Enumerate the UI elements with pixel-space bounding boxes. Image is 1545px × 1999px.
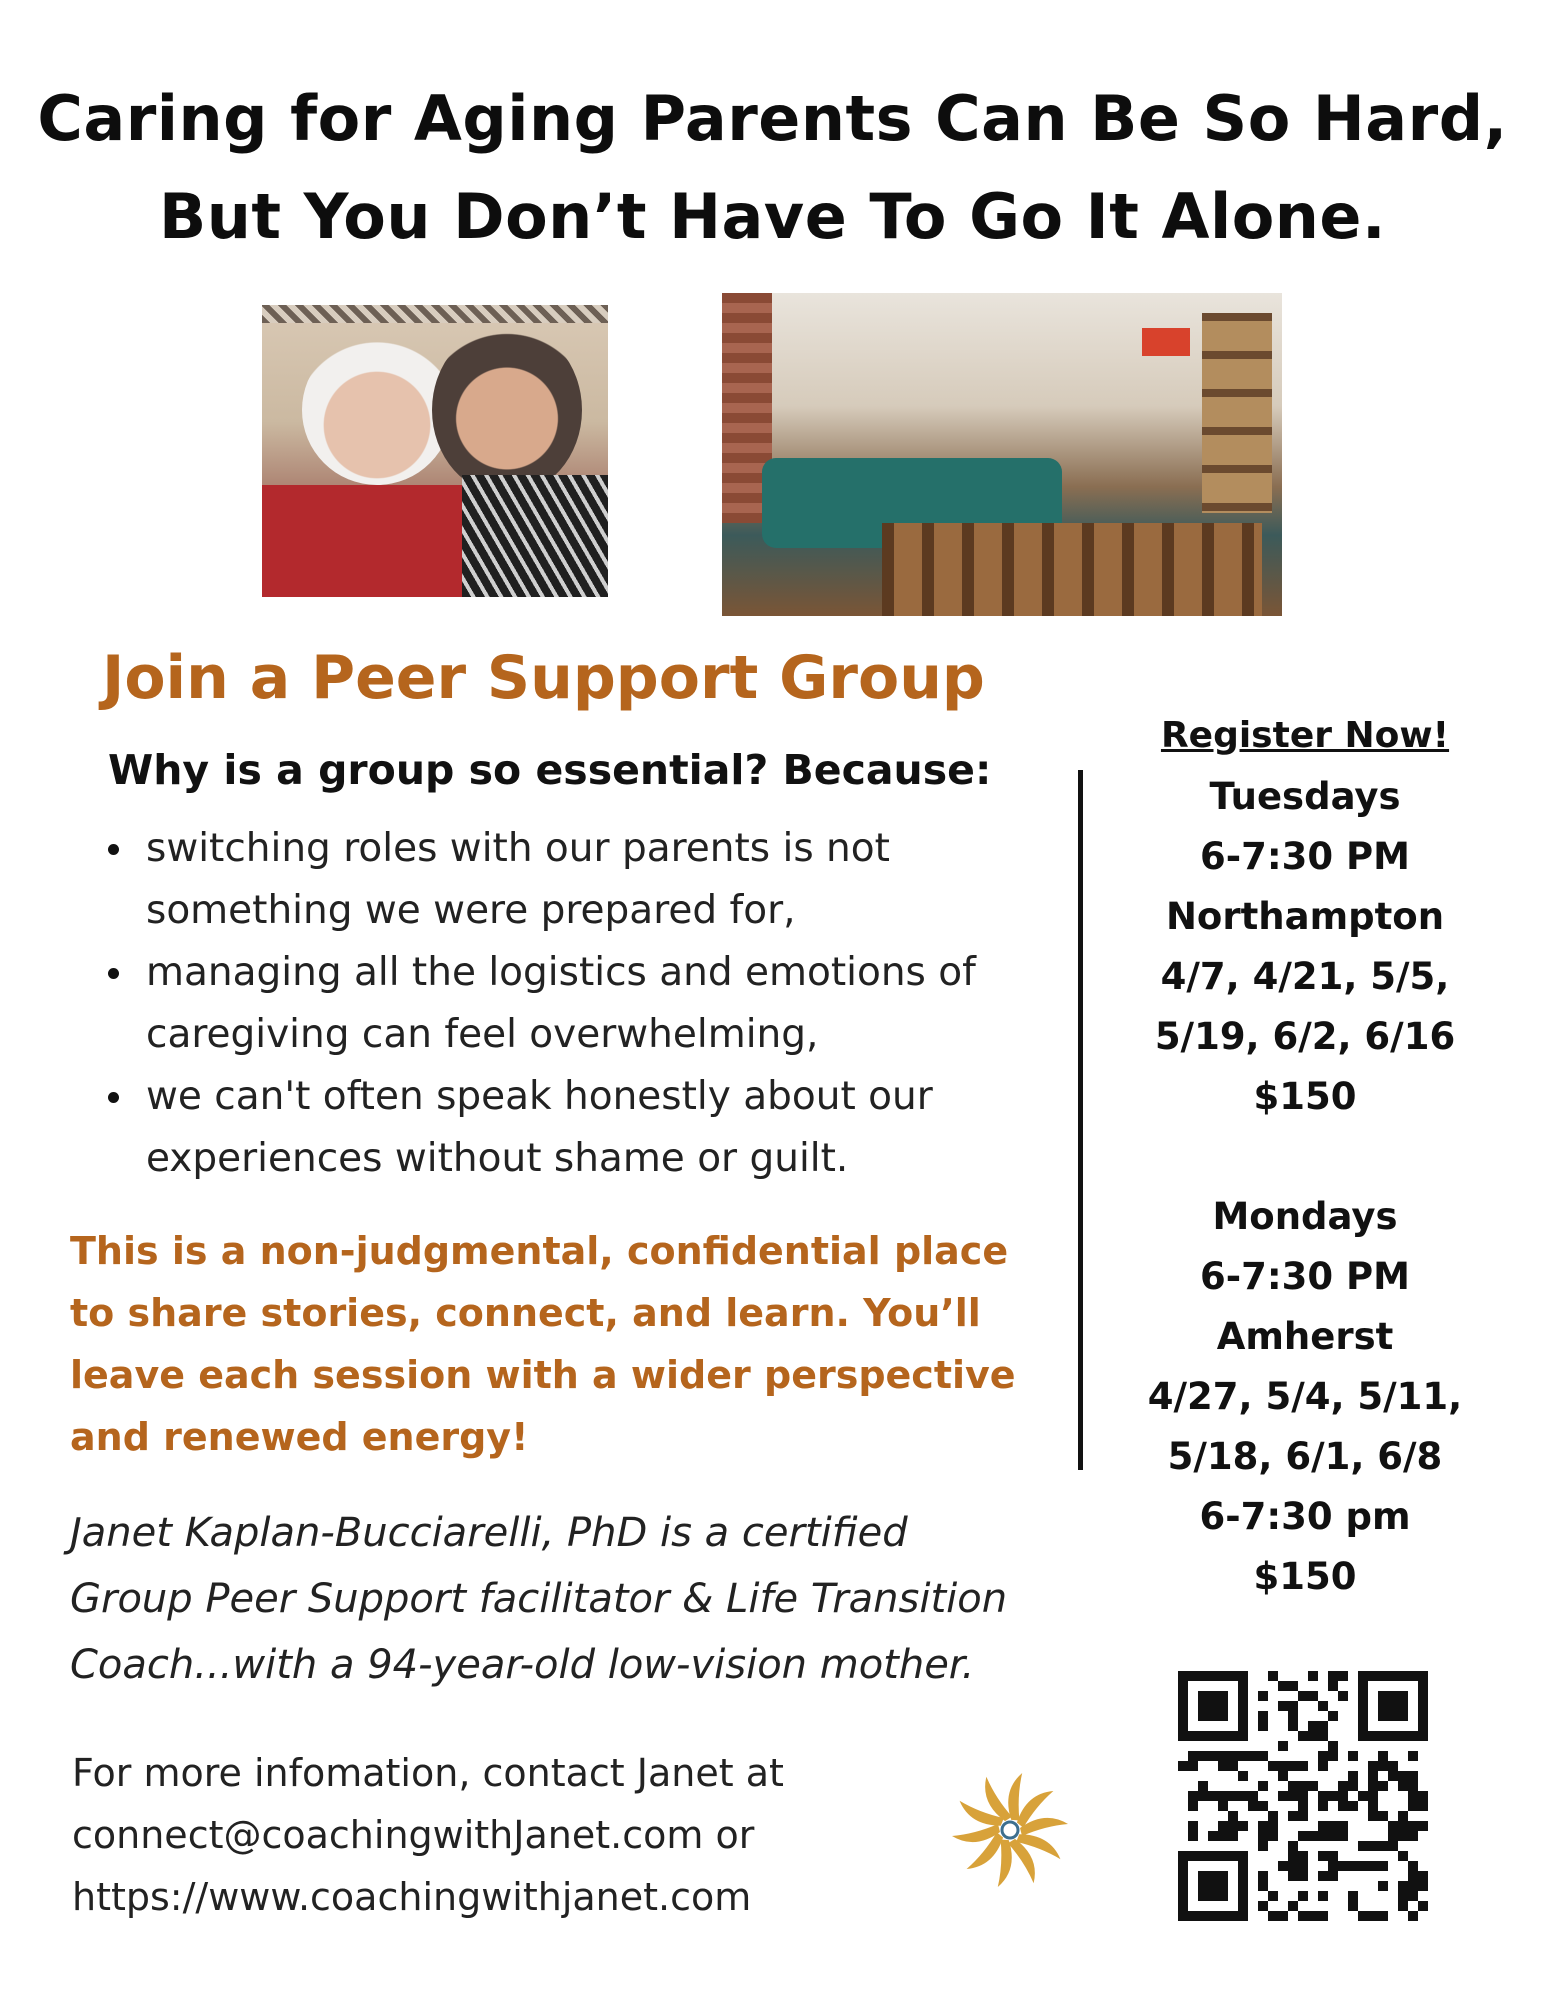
qr-code-icon[interactable]	[1178, 1670, 1428, 1922]
group2-location: Amherst	[1216, 1315, 1394, 1358]
contact-email-link[interactable]: connect@coachingwithJanet.com or	[72, 1813, 755, 1857]
group2-time-2: 6-7:30 pm	[1199, 1495, 1411, 1538]
headline-line-2: But You Don’t Have To Go It Alone.	[158, 180, 1387, 253]
bullet-icon	[108, 1092, 119, 1103]
promise-text: This is a non-judgmental, confidential place to share stories, connect, and learn. You’ll leave each session with a wider perspective and renewed energy!	[70, 1229, 1016, 1459]
schedule-panel	[1110, 705, 1500, 1607]
group2-dates: 5/18, 6/1, 6/8	[1167, 1435, 1443, 1478]
photo-support-group	[722, 293, 1282, 616]
group1-location: Northampton	[1165, 895, 1445, 938]
facilitator-bio: Janet Kaplan-Bucciarelli, PhD is a certified Group Peer Support facilitator & Life Transition Coach...with a 94-year-old low-vision mother.	[70, 1510, 1008, 1688]
contact-intro: For more infomation, contact Janet at	[72, 1751, 784, 1795]
register-now-link[interactable]: Register Now!	[1160, 715, 1450, 756]
reasons-list	[108, 818, 1058, 1190]
contact-info	[72, 1742, 972, 1928]
bullet-icon	[108, 844, 119, 855]
group1-dates: 4/7, 4/21, 5/5,	[1160, 955, 1450, 998]
why-heading: Why is a group so essential? Because:	[108, 746, 992, 794]
pinwheel-logo-icon	[945, 1765, 1075, 1895]
group2-time: 6-7:30 PM	[1200, 1255, 1410, 1298]
group1-dates: 5/19, 6/2, 6/16	[1154, 1015, 1456, 1058]
list-item: managing all the logistics and emotions of caregiving can feel overwhelming,	[108, 942, 1058, 1066]
group1-time: 6-7:30 PM	[1200, 835, 1410, 878]
group2-price: $150	[1253, 1555, 1357, 1598]
group1-price: $150	[1253, 1075, 1357, 1118]
headline-line-1: Caring for Aging Parents Can Be So Hard,	[37, 82, 1508, 155]
vertical-divider	[1078, 770, 1083, 1470]
bullet-icon	[108, 968, 119, 979]
list-item: we can't often speak honestly about our experiences without shame or guilt.	[108, 1066, 1058, 1190]
photo-mother-daughter	[262, 305, 608, 597]
group2-day: Mondays	[1212, 1195, 1398, 1238]
page-title	[0, 70, 1545, 266]
group2-dates: 4/27, 5/4, 5/11,	[1147, 1375, 1463, 1418]
list-item: switching roles with our parents is not something we were prepared for,	[108, 818, 1058, 942]
contact-website-link[interactable]: https://www.coachingwithjanet.com	[72, 1875, 752, 1919]
section-title: Join a Peer Support Group	[102, 643, 985, 713]
group1-day: Tuesdays	[1209, 775, 1401, 818]
